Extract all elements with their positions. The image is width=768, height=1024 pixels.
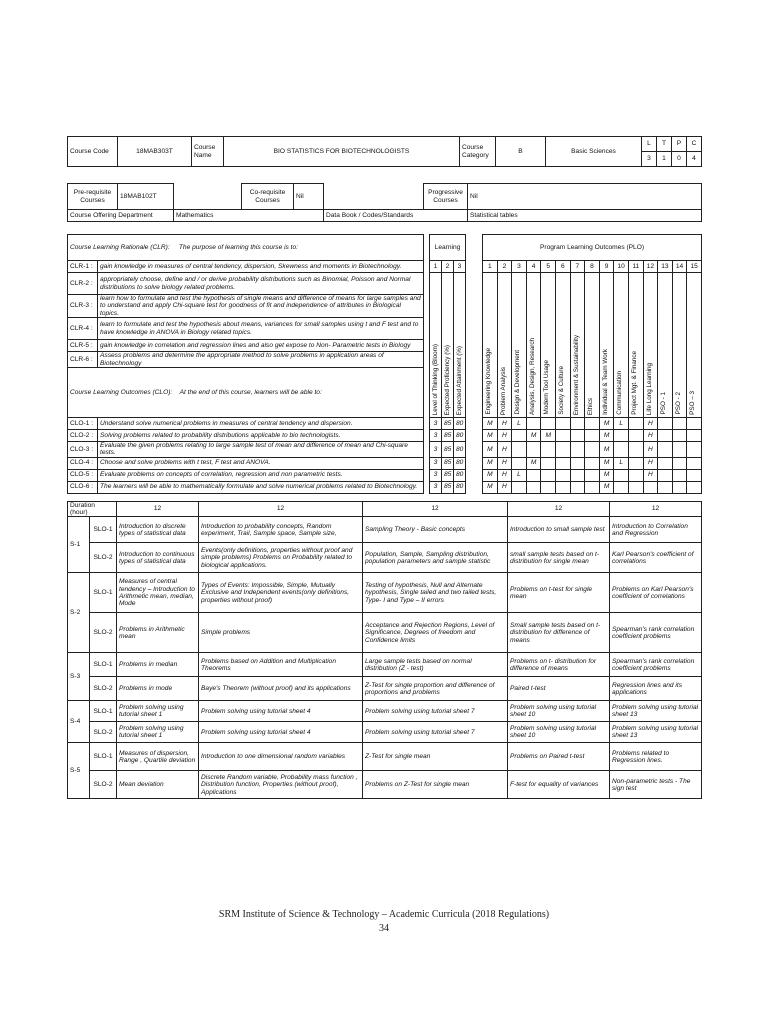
course-code-label: Course Code [68, 137, 118, 167]
plo-num: 9 [599, 261, 614, 273]
plo-heading [570, 273, 585, 418]
plo-num: 4 [526, 261, 541, 273]
clo-text: Understand solve numerical problems in measures of central tendency and dispersion. [98, 417, 424, 429]
clo-plo-value: H [497, 429, 512, 441]
duration-unit-3: 12 [363, 501, 508, 517]
clo-learning-value: 80 [454, 469, 466, 481]
clo-plo-value [614, 429, 629, 441]
course-document [67, 136, 701, 799]
clo-plo-value [672, 457, 687, 469]
dept-value: Mathematics [174, 210, 324, 222]
plo-heading-text: Analysis, Design, Research [528, 337, 536, 415]
clo-plo-value: H [497, 457, 512, 469]
plo-heading-text: PSO - 1 [660, 392, 668, 415]
learning-heading-text: Expected Attainment (%) [456, 345, 463, 415]
footer-line: SRM Institute of Science & Technology – Academic Curricula (2018 Regulations) [218, 909, 550, 920]
topic-cell: Non-parametric tests - The sign test [610, 771, 702, 799]
prerequisite-table [67, 183, 702, 222]
clo-plo-value: M [526, 457, 541, 469]
clo-plo-value: H [643, 429, 658, 441]
clo-plo-value [512, 481, 527, 493]
topic-cell: Events(only definitions, properties without proof and simple problems) Problems on Probability related to biological applications. [199, 543, 363, 573]
topic-cell: Introduction to probability concepts, Random experiment, Trail, Sample space, Sample size, [199, 517, 363, 543]
clr-text: learn how to formulate and test the hypothesis of single means and difference of means for large samples and to understand and apply Chi-square test for goodness of fit and independence of attributes in Biological topics. [98, 295, 424, 318]
clo-plo-value [672, 417, 687, 429]
clo-plo-value [570, 429, 585, 441]
clr-text: appropriately choose, define and / or derive probability distributions such as Binomial, Poisson and Normal distributions to solve biology related problems. [98, 273, 424, 295]
topic-cell: Baye's Theorem (without proof) and its applications [199, 677, 363, 701]
clo-plo-value [643, 481, 658, 493]
clo-plo-value: M [599, 441, 614, 457]
clo-plo-value [555, 429, 570, 441]
plo-num: 10 [614, 261, 629, 273]
clo-plo-value [658, 429, 673, 441]
clo-plo-value: H [643, 457, 658, 469]
clo-plo-value [658, 481, 673, 493]
plo-heading-text: PSO – 3 [689, 391, 697, 415]
clo-plo-value [526, 469, 541, 481]
plo-num: 6 [555, 261, 570, 273]
topic-cell: Problems in mode [117, 677, 199, 701]
slo-label: SLO-2 [90, 677, 117, 701]
ltpc-l: 3 [642, 152, 657, 167]
clo-plo-value [526, 441, 541, 457]
clo-learning-value: 80 [454, 417, 466, 429]
topic-cell: Problems on Paired t-test [508, 743, 610, 771]
ltpc-t: 1 [657, 152, 672, 167]
topic-cell: Problem solving using tutorial sheet 4 [199, 722, 363, 743]
clo-plo-value [585, 441, 600, 457]
course-header-table [67, 136, 702, 167]
duration-unit-4: 12 [508, 501, 610, 517]
plo-num: 15 [687, 261, 702, 273]
clo-plo-value [555, 481, 570, 493]
clo-learning-value: 85 [442, 457, 454, 469]
slo-label: SLO-1 [90, 743, 117, 771]
topic-cell: Problems on Z-Test for single mean [363, 771, 508, 799]
clo-plo-value: M [483, 457, 498, 469]
clo-plo-value [512, 457, 527, 469]
clo-learning-value: 85 [442, 441, 454, 457]
clr-title-label: Course Learning Rationale (CLR): [70, 243, 170, 251]
clr-title [68, 235, 424, 261]
topic-cell: Problem solving using tutorial sheet 13 [610, 701, 702, 722]
slo-label: SLO-2 [90, 771, 117, 799]
plo-heading [512, 273, 527, 418]
clr-id: CLR-1 : [68, 261, 98, 273]
clo-plo-value: M [599, 469, 614, 481]
plo-heading [497, 273, 512, 418]
clo-plo-value [541, 417, 556, 429]
progressive-value: Nil [468, 184, 702, 210]
page-footer [0, 908, 768, 936]
clo-plo-value [541, 469, 556, 481]
progressive-label: Progressive Courses [424, 184, 468, 210]
slo-label: SLO-2 [90, 722, 117, 743]
topic-cell: Problems related to Regression lines. [610, 743, 702, 771]
clo-learning-value: 85 [442, 417, 454, 429]
clo-plo-value [672, 481, 687, 493]
databook-value: Statistical tables [468, 210, 702, 222]
clo-plo-value: H [497, 441, 512, 457]
plo-heading [541, 273, 556, 418]
clo-plo-value [687, 457, 702, 469]
clo-plo-value: H [643, 417, 658, 429]
clo-id: CLO-4 : [68, 457, 98, 469]
plo-heading-text: Project Mgt. & Finance [630, 351, 638, 415]
course-code: 18MAB303T [118, 137, 192, 167]
duration-unit-1: 12 [117, 501, 199, 517]
slo-label: SLO-1 [90, 653, 117, 677]
learning-heading-text: Level of Thinking (Bloom) [432, 343, 439, 415]
session-label: S-2 [68, 573, 90, 653]
clo-plo-value: H [497, 417, 512, 429]
ltpc-head-p: P [672, 137, 687, 152]
topic-cell: Problem solving using tutorial sheet 13 [610, 722, 702, 743]
plo-num: 5 [541, 261, 556, 273]
course-category-name: Basic Sciences [546, 137, 642, 167]
clo-plo-value [570, 469, 585, 481]
clo-learning-value: 85 [442, 481, 454, 493]
ltpc-head-l: L [642, 137, 657, 152]
ltpc-head-t: T [657, 137, 672, 152]
topic-cell: Small sample tests based on t- distribution for difference of means [508, 613, 610, 653]
topic-cell: Problems on t-test for single mean [508, 573, 610, 613]
clo-id: CLO-1 : [68, 417, 98, 429]
plo-heading [483, 273, 498, 418]
learning-label: Learning [430, 235, 466, 261]
topic-cell: Introduction to one dimensional random variables [199, 743, 363, 771]
slo-label: SLO-1 [90, 517, 117, 543]
topic-cell: Paired t-test [508, 677, 610, 701]
plo-heading-text: Ethics [587, 397, 595, 415]
plo-num: 7 [570, 261, 585, 273]
topic-cell: Types of Events: Impossible, Simple, Mutually Exclusive and Independent events(only definitions, properties without proof) [199, 573, 363, 613]
topic-cell: Acceptance and Rejection Regions, Level of Significance, Degrees of freedom and Confidence limits [363, 613, 508, 653]
clo-plo-value [687, 429, 702, 441]
coreq-value: Nil [294, 184, 324, 210]
clo-title-label: Course Learning Outcomes (CLO): [70, 388, 173, 396]
clo-plo-value: M [599, 481, 614, 493]
clo-plo-value [512, 441, 527, 457]
clo-plo-value [585, 481, 600, 493]
plo-num: 12 [643, 261, 658, 273]
clo-learning-value: 3 [430, 417, 442, 429]
schedule-table [67, 501, 702, 800]
topic-cell: Problem solving using tutorial sheet 10 [508, 722, 610, 743]
clo-plo-value [555, 469, 570, 481]
clo-plo-value [555, 457, 570, 469]
clo-id: CLO-5 : [68, 469, 98, 481]
session-label: S-5 [68, 743, 90, 799]
clo-plo-value [628, 417, 643, 429]
slo-label: SLO-1 [90, 701, 117, 722]
clo-plo-value [555, 441, 570, 457]
clo-plo-value [658, 417, 673, 429]
clo-plo-value [628, 429, 643, 441]
clo-plo-value [585, 417, 600, 429]
prereq-value: 18MAB102T [118, 184, 174, 210]
session-label: S-1 [68, 517, 90, 573]
plo-num: 2 [497, 261, 512, 273]
plo-heading [643, 273, 658, 418]
clo-plo-value: M [541, 429, 556, 441]
plo-heading [585, 273, 600, 418]
clo-plo-value [526, 417, 541, 429]
plo-num: 1 [483, 261, 498, 273]
plo-heading-text: Society & Culture [557, 366, 565, 415]
clo-plo-value [687, 441, 702, 457]
duration-unit-2: 12 [199, 501, 363, 517]
clo-learning-value: 80 [454, 429, 466, 441]
topic-cell: Introduction to small sample test [508, 517, 610, 543]
topic-cell: Measures of dispersion, Range , Quartile deviation [117, 743, 199, 771]
topic-cell: F-test for equality of variances [508, 771, 610, 799]
plo-heading [628, 273, 643, 418]
clo-plo-value: H [643, 469, 658, 481]
clo-id: CLO-2 : [68, 429, 98, 441]
topic-cell: Problem solving using tutorial sheet 7 [363, 701, 508, 722]
clo-id: CLO-6 : [68, 481, 98, 493]
learning-num: 2 [442, 261, 454, 273]
clo-learning-value: 3 [430, 481, 442, 493]
clo-plo-value: L [512, 469, 527, 481]
learning-outcomes-table [67, 234, 702, 494]
topic-cell: Problems in Arithmetic mean [117, 613, 199, 653]
clo-plo-value [570, 457, 585, 469]
duration-label: Duration (hour) [68, 501, 117, 517]
topic-cell: Problem solving using tutorial sheet 1 [117, 722, 199, 743]
clo-plo-value [512, 429, 527, 441]
clo-plo-value [658, 457, 673, 469]
clr-purpose: The purpose of learning this course is to: [178, 243, 298, 251]
learning-heading [454, 273, 466, 418]
topic-cell: Population, Sample, Sampling distribution, population parameters and sample statistic [363, 543, 508, 573]
clo-plo-value: M [483, 469, 498, 481]
page-number: 34 [379, 923, 389, 934]
clo-plo-value [526, 481, 541, 493]
topic-cell: Testing of hypothesis, Null and Alternate hypothesis, Single tailed and two tailed tests, Type- I and Type – II errors [363, 573, 508, 613]
topic-cell: Introduction to discrete types of statistical data [117, 517, 199, 543]
clo-plo-value [658, 469, 673, 481]
clo-plo-value [628, 441, 643, 457]
clo-plo-value [658, 441, 673, 457]
topic-cell: Spearman's rank correlation coefficient problems [610, 613, 702, 653]
clo-plo-value: H [497, 481, 512, 493]
clr-id: CLR-4 : [68, 318, 98, 340]
topic-cell: Simple problems [199, 613, 363, 653]
clo-learning-value: 3 [430, 441, 442, 457]
clo-learning-value: 80 [454, 441, 466, 457]
clo-plo-value: M [483, 441, 498, 457]
clo-purpose: At the end of this course, learners will be able to: [179, 388, 322, 396]
learning-heading [442, 273, 454, 418]
clr-text: learn to formulate and test the hypothesis about means, variances for small samples using t and F test and to have knowledge in ANOVA in Biology related topics. [98, 318, 424, 340]
clr-id: CLR-3 : [68, 295, 98, 318]
clo-plo-value [585, 457, 600, 469]
clr-text: gain knowledge in correlation and regression lines and also get expose to Non- Parametric tests in Biology [98, 340, 424, 352]
clo-plo-value [628, 469, 643, 481]
clr-id: CLR-5 : [68, 340, 98, 352]
topic-cell: Problem solving using tutorial sheet 4 [199, 701, 363, 722]
learning-heading [430, 273, 442, 418]
clo-plo-value [672, 441, 687, 457]
clo-plo-value: L [614, 417, 629, 429]
clo-plo-value [687, 481, 702, 493]
dept-label: Course Offering Department [68, 210, 174, 222]
clo-plo-value: L [512, 417, 527, 429]
clo-plo-value [614, 469, 629, 481]
duration-unit-5: 12 [610, 501, 702, 517]
topic-cell: Introduction to Correlation and Regression [610, 517, 702, 543]
clo-plo-value [614, 481, 629, 493]
learning-heading-text: Expected Proficiency (%) [444, 344, 451, 415]
topic-cell: Regression lines and its applications [610, 677, 702, 701]
plo-num: 13 [658, 261, 673, 273]
plo-heading [614, 273, 629, 418]
clo-plo-value: H [643, 441, 658, 457]
prereq-label: Pre-requisite Courses [68, 184, 118, 210]
clo-plo-value [628, 457, 643, 469]
plo-heading-text: Communication [616, 371, 624, 415]
clr-text: Assess problems and determine the appropriate method to solve problems in application areas of Biotechnology [98, 352, 424, 368]
clo-plo-value [541, 441, 556, 457]
plo-label: Program Learning Outcomes (PLO) [483, 235, 702, 261]
clo-text: Evaluate problems on concepts of correlation, regression and non parametric tests. [98, 469, 424, 481]
plo-num: 11 [628, 261, 643, 273]
clo-text: Solving problems related to probability distributions applicable to bio technologists. [98, 429, 424, 441]
topic-cell: Z-Test for single proportion and difference of proportions and problems [363, 677, 508, 701]
clo-plo-value [687, 417, 702, 429]
clo-text: Evaluate the given problems relating to large sample test of mean and difference of mean and Chi-square tests. [98, 441, 424, 457]
clo-id: CLO-3 : [68, 441, 98, 457]
topic-cell: Problems on Karl Pearson's coefficient of correlations [610, 573, 702, 613]
learning-num: 3 [454, 261, 466, 273]
clo-plo-value: L [614, 457, 629, 469]
topic-cell: small sample tests based on t- distribution for single mean [508, 543, 610, 573]
clo-plo-value [570, 481, 585, 493]
topic-cell: Karl Pearson's coefficient of correlations [610, 543, 702, 573]
topic-cell: Introduction to continuous types of statistical data [117, 543, 199, 573]
ltpc-head-c: C [687, 137, 702, 152]
plo-heading [555, 273, 570, 418]
ltpc-p: 0 [672, 152, 687, 167]
clo-learning-value: 85 [442, 429, 454, 441]
session-label: S-3 [68, 653, 90, 701]
clo-plo-value [672, 429, 687, 441]
course-category-label: Course Category [460, 137, 496, 167]
clr-text: gain knowledge in measures of central tendency, dispersion, Skewness and moments in Biotechnology. [98, 261, 424, 273]
clr-id: CLR-2 : [68, 273, 98, 295]
plo-num: 3 [512, 261, 527, 273]
topic-cell: Problems on t- distribution for difference of means [508, 653, 610, 677]
topic-cell: Problems in median [117, 653, 199, 677]
clo-title [68, 367, 424, 417]
ltpc-c: 4 [687, 152, 702, 167]
clo-learning-value: 80 [454, 481, 466, 493]
clr-id: CLR-6 : [68, 352, 98, 368]
course-name-label: Course Name [192, 137, 224, 167]
clo-plo-value: M [483, 429, 498, 441]
coreq-label: Co-requisite Courses [242, 184, 294, 210]
clo-learning-value: 3 [430, 429, 442, 441]
clo-plo-value: M [483, 417, 498, 429]
plo-heading-text: Problem Analysis [499, 366, 507, 415]
learning-num: 1 [430, 261, 442, 273]
clo-plo-value: M [526, 429, 541, 441]
clo-plo-value [570, 417, 585, 429]
topic-cell: Spearman's rank correlation coefficient problems [610, 653, 702, 677]
slo-label: SLO-2 [90, 543, 117, 573]
plo-heading-text: Engineering Knowledge [485, 348, 493, 415]
clo-learning-value: 3 [430, 469, 442, 481]
topic-cell: Discrete Random variable, Probability mass function , Distribution function, Properties (without proof), Applications [199, 771, 363, 799]
clo-plo-value [585, 469, 600, 481]
clo-plo-value: M [599, 429, 614, 441]
slo-label: SLO-2 [90, 613, 117, 653]
clo-plo-value: M [599, 417, 614, 429]
topic-cell: Mean deviation [117, 771, 199, 799]
clo-plo-value [614, 441, 629, 457]
clo-plo-value: M [483, 481, 498, 493]
plo-heading [526, 273, 541, 418]
topic-cell: Problem solving using tutorial sheet 1 [117, 701, 199, 722]
topic-cell: Problem solving using tutorial sheet 7 [363, 722, 508, 743]
topic-cell: Problem solving using tutorial sheet 10 [508, 701, 610, 722]
plo-heading [687, 273, 702, 418]
plo-heading-text: PSO - 2 [674, 392, 682, 415]
course-category: B [496, 137, 546, 167]
clo-plo-value [570, 441, 585, 457]
topic-cell: Z-Test for single mean [363, 743, 508, 771]
clo-learning-value: 85 [442, 469, 454, 481]
plo-num: 14 [672, 261, 687, 273]
plo-heading [658, 273, 673, 418]
topic-cell: Measures of central tendency – Introduction to Arithmetic mean, median, Mode [117, 573, 199, 613]
clo-text: The learners will be able to mathematically formulate and solve numerical problems related to Biotechnology. [98, 481, 424, 493]
clo-plo-value [672, 469, 687, 481]
clo-plo-value: M [599, 457, 614, 469]
plo-heading-text: Modern Tool Usage [543, 360, 551, 415]
plo-num: 8 [585, 261, 600, 273]
clo-plo-value [541, 457, 556, 469]
topic-cell: Large sample tests based on normal distribution (Z - test) [363, 653, 508, 677]
plo-heading [672, 273, 687, 418]
plo-heading-text: Individual & Team Work [601, 348, 609, 415]
databook-label: Data Book / Codes/Standards [324, 210, 468, 222]
clo-plo-value [541, 481, 556, 493]
plo-heading-text: Environment & Sustainability [572, 334, 580, 415]
clo-plo-value [687, 469, 702, 481]
plo-heading-text: Design & Development [514, 350, 522, 415]
course-name: BIO STATISTICS FOR BIOTECHNOLOGISTS [224, 137, 460, 167]
clo-plo-value [585, 429, 600, 441]
clo-learning-value: 80 [454, 457, 466, 469]
clo-learning-value: 3 [430, 457, 442, 469]
clo-text: Choose and solve problems with t test, F test and ANOVA. [98, 457, 424, 469]
slo-label: SLO-1 [90, 573, 117, 613]
plo-heading-text: Life Long Learning [645, 362, 653, 415]
clo-plo-value [555, 417, 570, 429]
plo-heading [599, 273, 614, 418]
topic-cell: Sampling Theory - Basic concepts [363, 517, 508, 543]
topic-cell: Problems based on Addition and Multiplication Theorems [199, 653, 363, 677]
clo-plo-value: H [497, 469, 512, 481]
session-label: S-4 [68, 701, 90, 743]
clo-plo-value [628, 481, 643, 493]
